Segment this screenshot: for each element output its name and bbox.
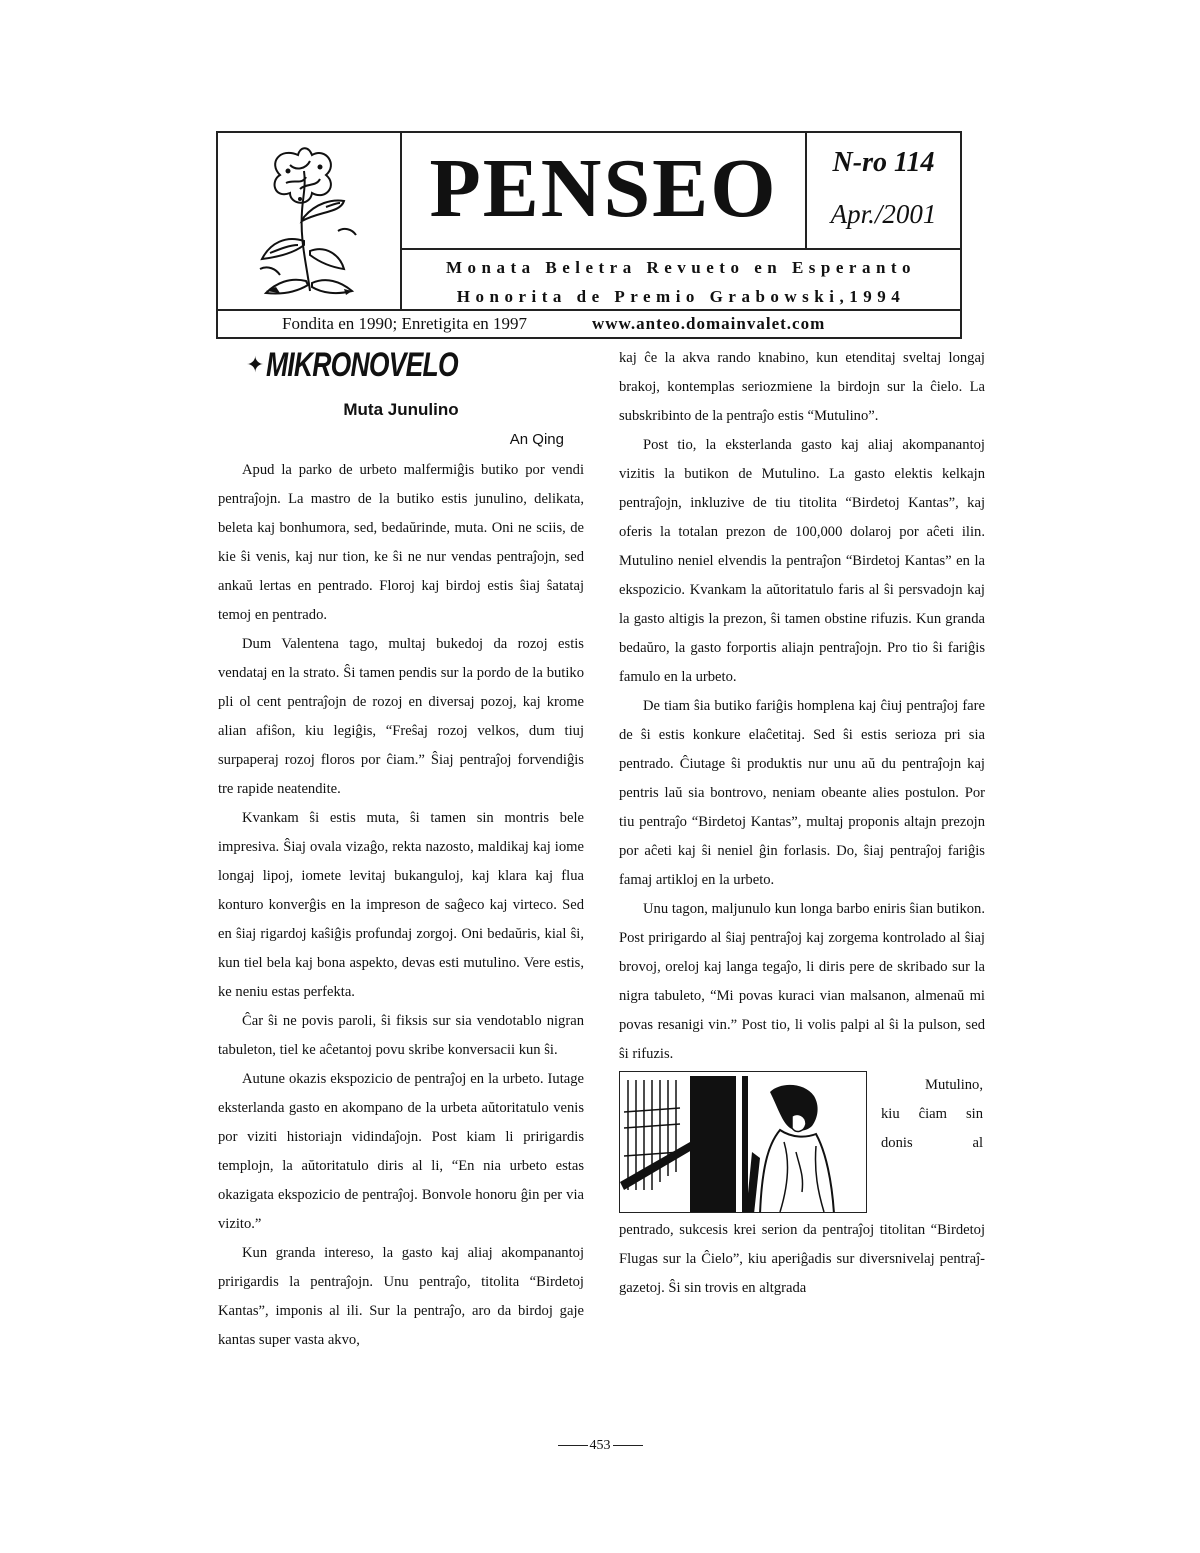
article-column-left (218, 344, 584, 1355)
paragraph: Apud la parko de urbeto malfermiĝis butiko por vendi pentraĵojn. La mastro de la butiko estis junulino, delikata, beleta kaj bonhumora, sed, bedaŭrinde, muta. Oni ne sciis, de kie ŝi venis, kaj nur tion, ke ŝi ne nur vendas pentraĵojn, sed ankaŭ lertas en pentrado. Floroj kaj birdoj estis ŝiaj ŝatataj temoj en pentrado. (218, 462, 584, 623)
paragraph-continued: kaj ĉe la akva rando knabino, kun etenditaj sveltaj longaj brakoj, kontemplas seriozmiene la birdojn sur la ĉielo. La subskribinto de la pentraĵo estis “Mutulino”. (619, 350, 985, 424)
paragraph: Kvankam ŝi estis muta, ŝi tamen sin montris bele impresiva. Ŝiaj ovala vizaĝo, rekta nazosto, maldikaj kaj iome longaj lipoj, iomete levitaj bukanguloj, kaj klara kaj flua konturo konverĝis en la impreson de saĝeco kaj virteco. Sed en ŝiaj rigardoj kaŝiĝis profundaj zorgoj. Oni bedaŭris, kial ŝi, kun tiel bela kaj bona aspekto, devas esti mutulino. Vere estis, ke neniu estas perfekta. (218, 810, 584, 1000)
story-title: Muta Junulino (343, 400, 459, 419)
issue-number: N-ro 114 (832, 147, 935, 178)
illustration-block (619, 1071, 985, 1216)
wrap-line: kiu ĉiam sin (881, 1106, 983, 1122)
divider (558, 1445, 588, 1446)
woman-portrait-illustration (619, 1071, 867, 1213)
issue-cell (807, 133, 960, 250)
issue-date: Apr./2001 (830, 199, 937, 229)
page-number-row (0, 1438, 1200, 1454)
wrap-line: donis al (881, 1135, 983, 1151)
divider (613, 1445, 643, 1446)
paragraph: Autune okazis ekspozicio de pentraĵoj en la urbeto. Iutage eksterlanda gasto en akompano de la urbeta aŭtoritatulo venis por viziti historiajn vidindaĵojn. Post kiam li pririgardis templojn, la aŭtoritatulo diris al li, “En nia urbeto estas okazigata ekspozicio de pentraĵoj. Bonvole honoru ĝin per via vizito.” (218, 1071, 584, 1232)
paragraph: Kun granda intereso, la gasto kaj aliaj akompanantoj pririgardis la pentraĵojn. Unu pentraĵo, titolita “Birdetoj Kantas”, imponis al ili. Sur la pentraĵo, aro da birdoj gaje kantas super vasta akvo, (218, 1245, 584, 1348)
magazine-title: PENSEO (429, 142, 778, 235)
paragraph: Dum Valentena tago, multaj bukedoj da rozoj estis vendataj en la strato. Ŝi tamen pendis sur la pordo de la butiko pli ol cent pentraĵojn de rozoj en diversaj pozoj, kaj krome alian afiŝon, kiu legiĝis, “Freŝaj rozoj velkos, dum tiuj surpaperaj rozoj floros por ĉiam.” Ŝiaj pentraĵoj forvendiĝis tre rapide neatendite. (218, 636, 584, 797)
logo-cell (218, 133, 402, 309)
section-title: MIKRONOVELO (266, 345, 459, 384)
wrap-line: Mutulino, (925, 1077, 983, 1093)
masthead (216, 131, 962, 339)
flower-logo-icon (240, 141, 380, 301)
paragraph-continued: pentrado, sukcesis krei serion da pentraĵoj titolitan “Birdetoj Flugas sur la Ĉielo”, kiu aperiĝadis sur diversnivelaj pentraĵ-gazetoj. Ŝi sin trovis en altgrada (619, 1222, 985, 1296)
paragraph: De tiam ŝia butiko fariĝis homplena kaj ĉiuj pentraĵoj fare de ŝi estis konkure elaĉetitaj. Sed ŝi estis serioza pri sia pentrado. Ĉiutage ŝi produktis nur unu aŭ du pentraĵojn kaj pentris laŭ sia bontrovo, neniam obeante alies postulon. Por tiu pentraĵo “Birdetoj Kantas”, multaj proponis altajn prezojn por aĉeti kaj ŝi neniel ĝin forlasis. Do, ŝiaj pentraĵoj fariĝis famaj artikloj en la urbeto. (619, 698, 985, 888)
article-column-right (619, 344, 985, 1303)
paragraph: Ĉar ŝi ne povis paroli, ŝi fiksis sur sia vendotablo nigran tabuleton, tiel ke aĉetantoj povu skribe konversacii kun ŝi. (218, 1013, 584, 1058)
website-link[interactable]: www.anteo.domainvalet.com (592, 314, 826, 333)
paragraph: Unu tagon, maljunulo kun longa barbo eniris ŝian butikon. Post pririgardo al ŝiaj pentraĵoj kaj zorgema kontrolado al ŝiaj brovoj, oreloj kaj langa tegaĵo, li diris pere de skribado sur la nigra tabuleto, “Mi povas kuraci vian malsanon, almenaŭ mi povas resanigi vin.” Post tio, li volis palpi al ŝi la pulson, sed ŝi rifuzis. (619, 901, 985, 1062)
tagline-award: Honorita de Premio Grabowski,1994 (456, 287, 906, 306)
page-number: 453 (589, 1438, 611, 1453)
masthead-footer (218, 309, 960, 337)
section-heading (246, 344, 584, 386)
founded-note: Fondita en 1990; Enretigita en 1997 (282, 314, 528, 333)
author-byline: An Qing (509, 431, 564, 448)
title-cell (402, 133, 807, 250)
tagline-cell (402, 250, 960, 309)
paragraph: Post tio, la eksterlanda gasto kaj aliaj akompanantoj vizitis la butikon de Mutulino. La gasto elektis kelkajn pentraĵojn, inkluzive de tiu titolita “Birdetoj Kantas”, kaj oferis la totalan prezon de 100,000 dolaroj por aĉeti ilin. Mutulino neniel elvendis la pentraĵon “Birdetoj Kantas” en la ekspozicio. Kvankam la aŭtoritatulo faris al ŝi persvadojn kaj la gasto altigis la prezon, ŝi tamen obstine rifuzis. Kun granda bedaŭro, la gasto forportis aliajn pentraĵojn. Pro tio ŝi fariĝis famulo en la urbeto. (619, 437, 985, 685)
wrapped-text (881, 1071, 983, 1158)
tagline-subtitle: Monata Beletra Revueto en Esperanto (445, 258, 917, 277)
four-point-star-icon: ✦ (246, 352, 265, 377)
